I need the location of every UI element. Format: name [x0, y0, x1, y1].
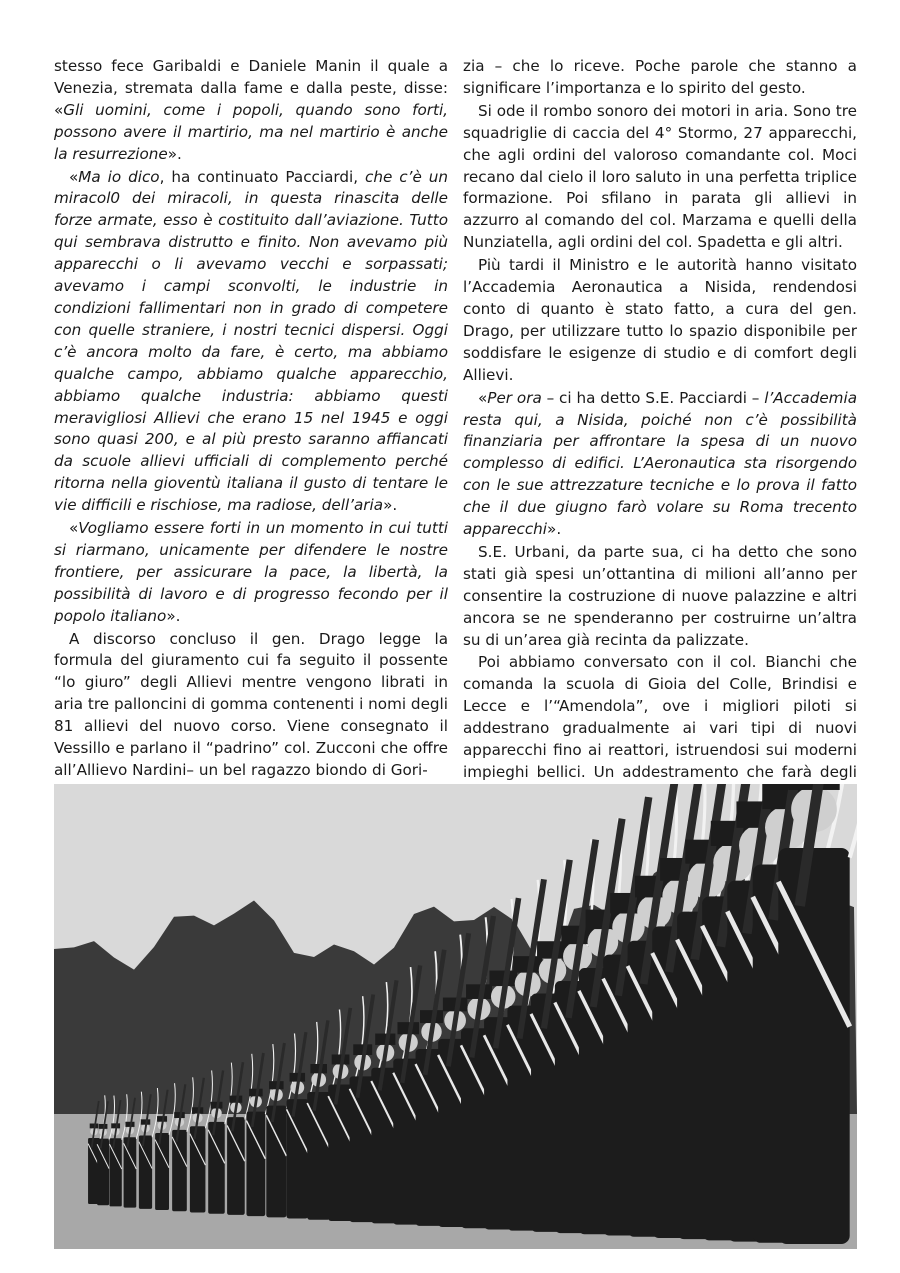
cadets-saluting-image — [54, 784, 857, 1249]
italic-quote-text: Per ora — [487, 388, 542, 407]
article-paragraph — [463, 101, 857, 254]
body-text: ». — [383, 496, 398, 515]
body-text: « — [478, 388, 488, 407]
italic-quote-text: l’Accademia resta qui, a Nisida, poiché non c’è possibilità finanziaria per affrontare la spesa di un nuovo complesso di edifici. L’Aeronautica sta risorgendo con le sue attrezzature tecniche e lo prova il fatto che il due giugno farò volare su Roma trecento apparecchi — [463, 388, 857, 539]
body-text: Poi abbiamo conversato con il col. Bianchi che comanda la scuola di Gioia del Colle, Brindisi e Lecce e l’“Amendola”, ove i migliori piloti si addestrano gradualmente ai vari tipi di nuovi apparecchi fino ai reattori, istruendosi sui moderni impieghi bellici. Un addestramento che farà degli — [463, 653, 857, 781]
italic-quote-text: Gli uomini, come i popoli, quando sono forti, possono avere il martirio, ma nel martirio è anche la resurrezione — [54, 100, 448, 163]
body-text: , ha continuato Pacciardi, — [159, 167, 366, 186]
body-text: S.E. Urbani, da parte sua, ci ha detto che sono stati già spesi un’ottantina di milioni all’anno per consentire la costruzione di nuove palazzine e altri ancora se ne spenderanno per costruirne un’altra su di un’area già recinta da palizzate. — [463, 542, 857, 649]
article-paragraph — [463, 388, 857, 541]
article-paragraph — [54, 167, 448, 518]
body-text: Si ode il rombo sonoro dei motori in aria. Sono tre squadriglie di caccia del 4° Stormo, 27 apparecchi, che agli ordini del valoroso comandante col. Moci recano dal cielo il loro saluto in una perfetta triplice formazione. Poi sfilano in parata gli allievi in azzurro al comando del col. Marzama e quelli della Nunziatella, agli ordini del col. Spadetta e gli altri. — [463, 101, 857, 252]
body-text: stesso fece Garibaldi e Daniele Manin il quale a Venezia, stremata dalla fame e dalla peste, disse: « — [54, 57, 448, 119]
body-text: ». — [166, 606, 181, 625]
article-right-column — [463, 56, 857, 807]
italic-quote-text: Vogliamo essere forti in un momento in cui tutti si riarmano, unicamente per difendere le nostre frontiere, per assicurare la pace, la libertà, la possibilità di lavoro e di progresso fecondo per il popolo italiano — [54, 519, 448, 625]
body-text: ». — [547, 520, 562, 539]
article-paragraph — [54, 56, 448, 166]
article-paragraph — [463, 542, 857, 652]
body-text: Più tardi il Ministro e le autorità hanno visitato l’Accademia Aeronautica a Nisida, rendendosi conto di quanto è stato fatto, a cura del gen. Drago, per utilizzare tutto lo spazio disponibile per soddisfare le esigenze di studio e di comfort degli Allievi. — [463, 256, 857, 384]
article-paragraph — [463, 56, 857, 100]
body-text: A discorso concluso il gen. Drago legge la formula del giuramento cui fa seguito il possente “lo giuro” degli Allievi mentre vengono librati in aria tre palloncini di gomma contenenti i nomi degli 81 allievi del nuovo corso. Viene consegnato il Vessillo e parlano il “padrino” col. Zucconi che offre all’Allievo Nardini– un bel ragazzo biondo di Gori- — [54, 629, 448, 779]
body-text: zia – che lo riceve. Poche parole che stanno a significare l’importanza e lo spirito del gesto. — [463, 57, 857, 97]
article-paragraph — [463, 652, 857, 805]
article-left-column — [54, 56, 448, 783]
body-text: « — [69, 167, 79, 186]
italic-quote-text: che c’è un miracol0 dei miracoli, in questa rinascita delle forze armate, esso è costituito dall’aviazione. Tutto qui sembrava distrutto e finito. Non avevamo più apparecchi o li avevamo vecchi e sorpassati; avevamo i campi sconvolti, le industrie in condizioni fallimentari non in grado di competere con quelle straniere, i nostri tecnici dispersi. Oggi c’è ancora molto da fare, è certo, ma abbiamo qualche campo, abbiamo qualche apparecchio, abbiamo qualche industria: abbiamo questi meravigliosi Allievi che erano 15 nel 1945 e oggi sono quasi 200, e al più presto saranno affiancati da scuole allievi ufficiali di complemento perché ritorna nella gioventù italiana il gusto di tentare le vie difficili e rischiose, ma radiose, dell’aria — [54, 167, 448, 515]
body-text: ». — [167, 144, 182, 163]
ceremony-photo — [54, 784, 857, 1249]
article-paragraph — [463, 255, 857, 386]
article-paragraph — [54, 518, 448, 628]
article-paragraph — [54, 629, 448, 782]
body-text: « — [69, 519, 79, 538]
italic-quote-text: Ma io dico — [78, 167, 160, 186]
body-text: – ci ha detto S.E. Pacciardi – — [541, 388, 765, 407]
